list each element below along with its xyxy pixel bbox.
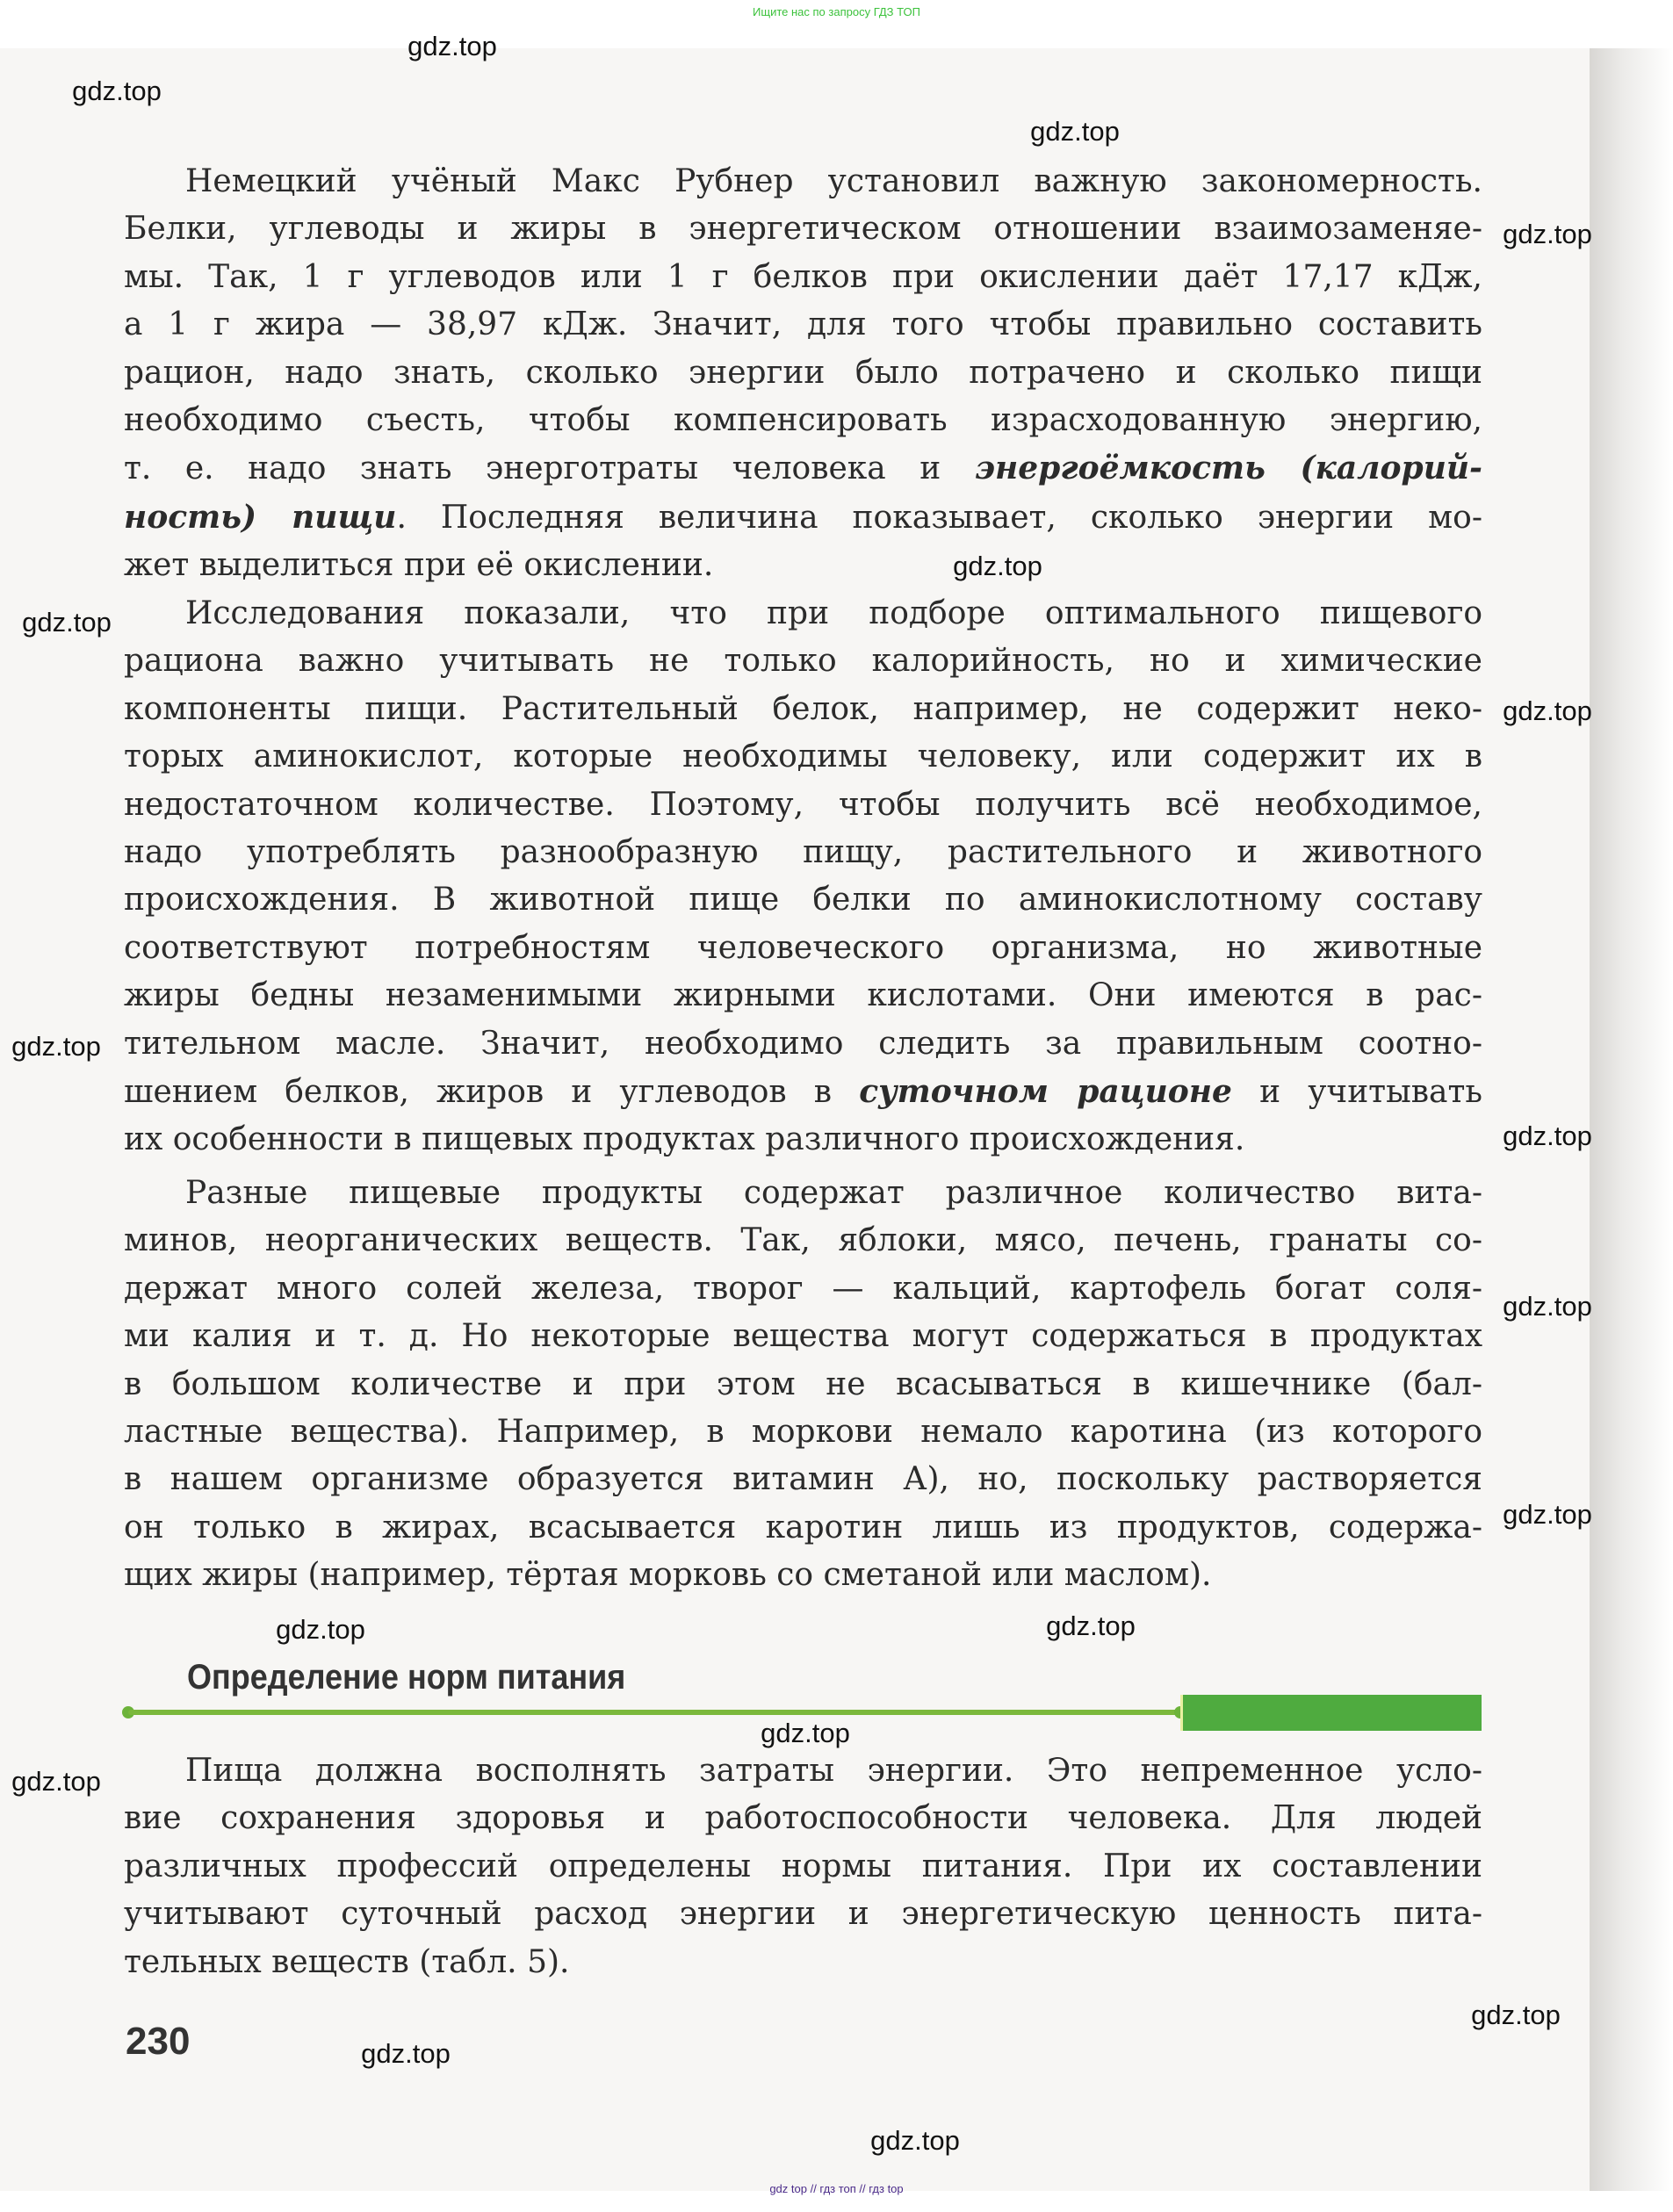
text-line [124,1552,1482,1599]
watermark: gdz.top [1503,1499,1592,1530]
watermark: gdz.top [1030,116,1120,147]
emphasized-term: ность) пищи [124,498,397,536]
text-segment: в большом количестве и при этом не всасываться в кишечнике (бал- [124,1365,1482,1402]
text-segment: и учитывать [1231,1074,1482,1111]
text-segment: компоненты пищи. Растительный белок, например, не содержит неко- [124,690,1482,727]
text-line [124,1068,1482,1116]
text-segment: держат много солей железа, творог — кальций, картофель богат соля- [124,1270,1482,1307]
watermark: gdz.top [1046,1610,1136,1641]
text-segment: недостаточном количестве. Поэтому, чтобы получить всё необходимое, [124,786,1482,823]
text-segment: учитывают суточный расход энергии и энергетическую ценность пита- [124,1896,1482,1933]
text-line [124,1891,1482,1938]
text-segment: Пища должна восполнять затраты энергии. Это непременное усло- [185,1753,1482,1789]
text-segment: жиры бедны незаменимыми жирными кислотами. Они имеются в рас- [124,977,1482,1014]
text-line [124,590,1482,638]
text-line [124,205,1482,253]
text-line [124,494,1482,542]
text-segment: мы. Так, 1 г углеводов или 1 г белков при окислении даёт 17,17 кДж, [124,258,1482,295]
text-line [124,397,1482,444]
watermark: gdz.top [870,2125,960,2156]
text-line [124,158,1482,205]
text-segment: необходимо съесть, чтобы компенсировать израсходованную энергию, [124,402,1482,439]
text-line [124,1939,1482,1986]
text-line [124,782,1482,829]
page-number: 230 [126,2020,191,2063]
text-line [124,1116,1482,1164]
text-segment: их особенности в пищевых продуктах различного происхождения. [124,1121,1245,1158]
text-line [124,1020,1482,1068]
text-line [124,972,1482,1020]
watermark: gdz.top [22,607,112,638]
text-line [124,733,1482,781]
page-edge-shadow [1590,48,1673,2191]
text-line [124,1170,1482,1217]
text-segment: происхождения. В животной пище белки по аминокислотному составу [124,882,1482,919]
text-line [124,349,1482,397]
watermark: gdz.top [761,1718,850,1748]
text-line [124,1409,1482,1456]
watermark: gdz.top [11,1766,101,1797]
watermark: gdz.top [72,76,162,106]
paragraph [124,158,1482,590]
text-line [124,1504,1482,1552]
text-segment: . Последняя величина показывает, сколько энергии мо- [396,499,1483,536]
text-segment: тительном масле. Значит, необходимо следить за правильным соотно- [124,1025,1482,1062]
text-line [124,829,1482,876]
text-segment: щих жиры (например, тёртая морковь со сметаной или маслом). [124,1557,1212,1594]
text-segment: торых аминокислот, которые необходимы человеку, или содержит их в [124,739,1482,775]
text-line [124,542,1482,589]
text-line [124,876,1482,924]
text-segment: ластные вещества). Например, в моркови немало каротина (из которого [124,1414,1482,1451]
text-segment: шением белков, жиров и углеводов в [124,1074,860,1111]
text-segment: минов, неорганических веществ. Так, яблоки, мясо, печень, гранаты со- [124,1222,1482,1259]
emphasized-term: энергоёмкость (калорий- [974,450,1482,487]
text-line [124,1313,1482,1360]
watermark: gdz.top [407,31,497,61]
text-segment: Разные пищевые продукты содержат различное количество вита- [185,1175,1482,1211]
text-segment: Белки, углеводы и жиры в энергетическом отношении взаимозаменяе- [124,211,1482,248]
text-segment: рацион, надо знать, сколько энергии было потрачено и сколько пищи [124,354,1482,391]
text-segment: Исследования показали, что при подборе оптимального пищевого [185,595,1482,631]
watermark: gdz.top [1471,1999,1561,2030]
text-line [124,686,1482,733]
text-line [124,444,1482,493]
emphasized-term: суточном рационе [859,1073,1232,1111]
paragraph [124,590,1482,1164]
bottom-banner[interactable]: gdz top // гдз топ // гдз top [769,2182,904,2195]
text-segment: Немецкий учёный Макс Рубнер установил важную закономерность. [185,163,1482,199]
text-segment: а 1 г жира — 38,97 кДж. Значит, для того чтобы правильно составить [124,306,1482,343]
text-segment: надо употреблять разнообразную пищу, растительного и животного [124,834,1482,871]
watermark: gdz.top [1503,1120,1592,1151]
text-line [124,1795,1482,1842]
text-segment: рациона важно учитывать не только калорийность, но и химические [124,643,1482,680]
watermark: gdz.top [361,2038,451,2069]
text-segment: он только в жирах, всасывается каротин лишь из продуктов, содержа- [124,1509,1482,1546]
top-banner[interactable]: Ищите нас по запросу ГДЗ ТОП [753,5,920,18]
watermark: gdz.top [953,551,1042,581]
text-line [124,638,1482,685]
watermark: gdz.top [276,1614,365,1645]
text-line [124,1456,1482,1503]
text-segment: ми калия и т. д. Но некоторые вещества могут содержаться в продуктах [124,1318,1482,1355]
text-segment: различных профессий определены нормы питания. При их составлении [124,1848,1482,1884]
text-line [124,1265,1482,1313]
text-line [124,1843,1482,1891]
paragraph [124,1747,1482,1986]
text-segment: в нашем организме образуется витамин А), но, поскольку растворяется [124,1461,1482,1498]
heading-accent-bar [1180,1695,1482,1731]
text-segment: тельных веществ (табл. 5). [124,1943,570,1980]
text-segment: соответствуют потребностям человеческого организма, но животные [124,929,1482,966]
text-line [124,925,1482,972]
watermark: gdz.top [11,1031,101,1062]
watermark: gdz.top [1503,219,1592,249]
section-heading: Определение норм питания [187,1658,626,1697]
text-line [124,1747,1482,1795]
watermark: gdz.top [1503,695,1592,726]
text-segment: т. е. надо знать энерготраты человека и [124,450,975,487]
watermark: gdz.top [1503,1291,1592,1322]
text-line [124,1217,1482,1265]
text-line [124,301,1482,349]
heading-rule [128,1710,1180,1715]
text-line [124,254,1482,301]
text-line [124,1361,1482,1409]
text-segment: жет выделиться при её окислении. [124,547,714,584]
paragraph [124,1170,1482,1600]
text-segment: вие сохранения здоровья и работоспособности человека. Для людей [124,1800,1482,1837]
